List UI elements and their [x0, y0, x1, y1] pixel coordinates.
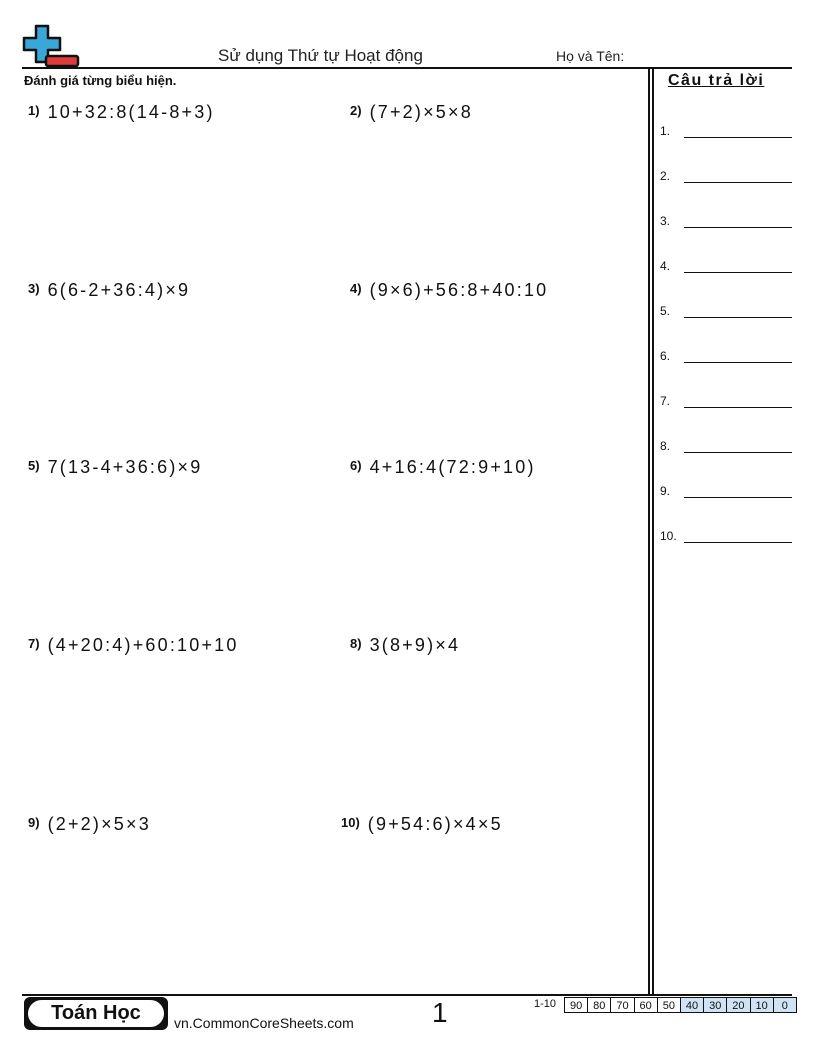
problem-expression: 10+32:8(14-8+3) — [47, 102, 215, 122]
score-range-label: 1-10 — [534, 998, 557, 1010]
answer-label: 1. — [660, 124, 671, 138]
problem-1 — [28, 102, 215, 123]
problem-number: 3) — [28, 281, 40, 296]
answer-blank[interactable] — [684, 362, 792, 363]
problem-7 — [28, 635, 239, 656]
problem-expression: 7(13-4+36:6)×9 — [47, 457, 203, 477]
score-cell: 70 — [611, 997, 634, 1013]
problem-expression: (9×6)+56:8+40:10 — [369, 280, 549, 300]
problem-5 — [28, 457, 202, 478]
problem-expression: (9+54:6)×4×5 — [367, 814, 503, 834]
worksheet-title: Sử dụng Thứ tự Hoạt động — [218, 46, 423, 65]
problem-expression: (2+2)×5×3 — [47, 814, 151, 834]
problem-number: 7) — [28, 636, 40, 651]
answer-blank[interactable] — [684, 137, 792, 138]
problem-2 — [350, 102, 473, 123]
answer-row-9[interactable] — [660, 484, 792, 504]
problem-expression: 4+16:4(72:9+10) — [369, 457, 536, 477]
score-cell-highlighted: 30 — [704, 997, 727, 1013]
problem-number: 2) — [350, 103, 362, 118]
score-cell-highlighted: 10 — [751, 997, 774, 1013]
problem-number: 9) — [28, 815, 40, 830]
answer-blank[interactable] — [684, 452, 792, 453]
answer-blank[interactable] — [684, 227, 792, 228]
problem-number: 4) — [350, 281, 362, 296]
answer-label: 4. — [660, 259, 671, 273]
answer-row-7[interactable] — [660, 394, 792, 414]
answer-blank[interactable] — [684, 497, 792, 498]
answer-label: 10. — [660, 529, 677, 543]
problem-3 — [28, 280, 190, 301]
score-table — [564, 997, 797, 1013]
answer-row-5[interactable] — [660, 304, 792, 324]
answer-row-6[interactable] — [660, 349, 792, 369]
score-cell: 50 — [658, 997, 681, 1013]
problem-number: 10) — [341, 815, 360, 830]
problem-8 — [350, 635, 460, 656]
problem-10 — [341, 814, 503, 835]
answer-label: 7. — [660, 394, 671, 408]
problem-expression: (7+2)×5×8 — [369, 102, 473, 122]
problem-expression: (4+20:4)+60:10+10 — [47, 635, 239, 655]
answer-blank[interactable] — [684, 542, 792, 543]
plus-minus-logo-icon — [22, 24, 80, 68]
answer-label: 6. — [660, 349, 671, 363]
answer-column-divider — [648, 68, 650, 996]
answer-label: 2. — [660, 169, 671, 183]
answer-row-3[interactable] — [660, 214, 792, 234]
score-cell-highlighted: 0 — [774, 997, 797, 1013]
answers-heading: Câu trả lời — [668, 72, 765, 89]
problem-expression: 3(8+9)×4 — [369, 635, 461, 655]
instructions: Đánh giá từng biểu hiện. — [24, 73, 177, 88]
score-cell-highlighted: 20 — [727, 997, 750, 1013]
answer-blank[interactable] — [684, 407, 792, 408]
problem-9 — [28, 814, 151, 835]
answer-blank[interactable] — [684, 182, 792, 183]
problem-number: 1) — [28, 103, 40, 118]
site-url: vn.CommonCoreSheets.com — [174, 1015, 354, 1031]
score-cell: 60 — [635, 997, 658, 1013]
problem-expression: 6(6-2+36:4)×9 — [47, 280, 191, 300]
problem-number: 8) — [350, 636, 362, 651]
subject-badge — [24, 997, 168, 1030]
answer-label: 8. — [660, 439, 671, 453]
score-cell: 90 — [565, 997, 588, 1013]
answer-row-2[interactable] — [660, 169, 792, 189]
answer-label: 5. — [660, 304, 671, 318]
score-cell-highlighted: 40 — [681, 997, 704, 1013]
score-cell: 80 — [588, 997, 611, 1013]
problem-6 — [350, 457, 536, 478]
problem-number: 6) — [350, 458, 362, 473]
answer-row-8[interactable] — [660, 439, 792, 459]
name-field-label: Họ và Tên: — [556, 48, 625, 64]
answer-label: 3. — [660, 214, 671, 228]
subject-badge-label: Toán Học — [28, 1000, 164, 1027]
answer-row-1[interactable] — [660, 124, 792, 144]
answer-column-divider-inner — [652, 68, 654, 996]
header-divider — [22, 67, 792, 69]
answer-blank[interactable] — [684, 272, 792, 273]
problem-4 — [350, 280, 548, 301]
answer-row-10[interactable] — [660, 529, 792, 549]
answer-blank[interactable] — [684, 317, 792, 318]
answer-label: 9. — [660, 484, 671, 498]
problem-number: 5) — [28, 458, 40, 473]
answer-row-4[interactable] — [660, 259, 792, 279]
footer-divider — [22, 994, 792, 996]
page-number: 1 — [432, 997, 448, 1028]
